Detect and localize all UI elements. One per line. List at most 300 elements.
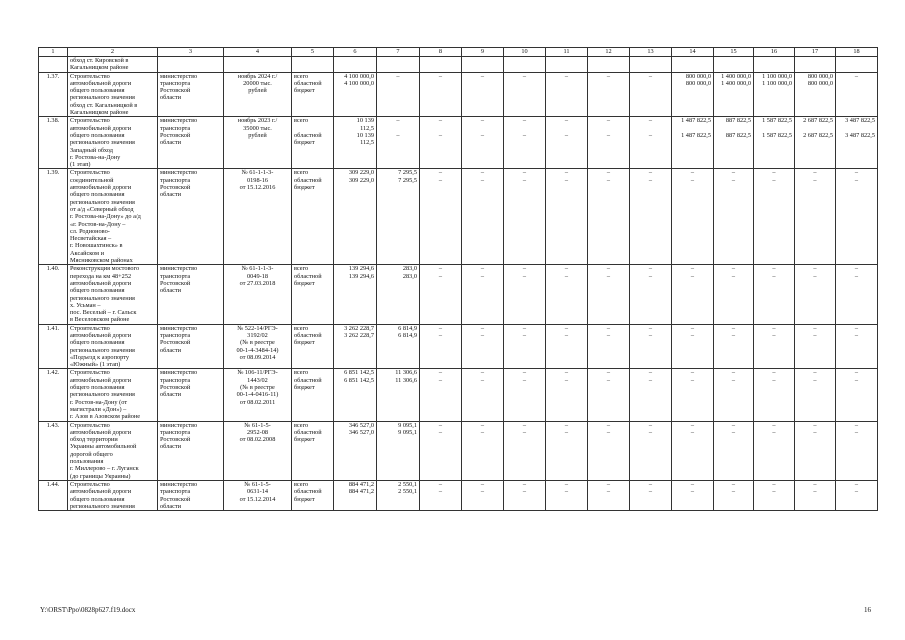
value-col-10-line: – <box>522 265 527 273</box>
value-col-16-line: – <box>772 428 776 436</box>
value-col-8 <box>420 369 462 421</box>
funding-source-line: всего <box>294 369 309 377</box>
object-name-line: магистрали «Дон») – <box>70 405 127 413</box>
column-header-17: 17 <box>795 48 836 57</box>
value-col-8-line: – <box>438 369 443 377</box>
value-col-15-line <box>716 125 751 132</box>
object-name-line: Кагальницком районе <box>70 109 129 117</box>
design-doc-info-line: 3192/02 <box>247 331 268 339</box>
value-col-17-line: – <box>813 331 817 339</box>
design-doc-info-line: от 08.02.2008 <box>239 436 276 444</box>
value-col-9 <box>462 421 504 480</box>
responsible-org-line: министерство <box>160 265 198 273</box>
value-col-13 <box>630 169 672 265</box>
value-col-16 <box>754 421 795 480</box>
row-number <box>39 57 68 73</box>
value-col-10 <box>504 369 546 421</box>
value-col-15-line: – <box>731 324 736 332</box>
value-col-7-line: – <box>396 117 400 125</box>
value-col-17-line: – <box>813 369 817 377</box>
value-col-17-line: – <box>813 488 817 496</box>
value-col-13 <box>630 117 672 169</box>
object-name-line: «Южный» (1 этап) <box>70 361 121 369</box>
value-col-7 <box>377 421 420 480</box>
value-col-12-line: – <box>606 265 611 273</box>
funding-source-line: всего <box>294 421 309 429</box>
value-col-7 <box>377 169 420 265</box>
design-doc-info-line: от 15.12.2014 <box>239 495 276 503</box>
value-col-9-line: – <box>480 176 485 184</box>
value-col-12-line: – <box>606 480 611 488</box>
column-header-1: 1 <box>39 48 68 57</box>
value-col-14-line: – <box>690 369 695 377</box>
object-name-line: автомобильной дороги <box>70 428 132 436</box>
value-col-9 <box>462 72 504 117</box>
value-col-13-line: – <box>648 265 653 273</box>
design-doc-info-line: 20000 тыс. <box>243 79 272 87</box>
value-col-13 <box>630 265 672 324</box>
value-col-8 <box>420 57 462 73</box>
value-col-11-line: – <box>564 272 569 280</box>
value-col-18-line: – <box>854 176 859 184</box>
value-col-14-line: – <box>690 331 695 339</box>
object-name-line: общего пользования <box>70 131 125 139</box>
design-doc-info <box>224 265 292 324</box>
value-col-14 <box>672 265 714 324</box>
column-header-6: 6 <box>334 48 377 57</box>
object-name-line: общего пользования <box>70 191 125 199</box>
object-name-line: г. Ростова-на-Дону <box>70 153 121 161</box>
value-col-10-line: – <box>522 272 527 280</box>
value-col-17 <box>795 324 836 369</box>
value-col-8 <box>420 72 462 117</box>
value-col-7-line: – <box>396 131 400 139</box>
value-col-9-line: – <box>480 331 485 339</box>
value-col-12-line: – <box>606 488 611 496</box>
object-name-line: г. Миллерово – г. Луганск <box>70 465 139 473</box>
funding-source <box>292 421 334 480</box>
value-col-14 <box>672 324 714 369</box>
value-col-16-line: – <box>772 324 776 332</box>
value-col-6-line: 3 262 228,7 <box>344 331 374 339</box>
value-col-16-line: – <box>772 488 776 496</box>
object-name-line: «Подъезд к аэропорту <box>70 353 129 361</box>
object-name-line: Строительство <box>70 480 110 488</box>
design-doc-info-line: ноябрь 2024 г./ <box>237 72 278 80</box>
column-header-11: 11 <box>546 48 588 57</box>
value-col-10-line: – <box>522 117 527 125</box>
value-col-9 <box>462 117 504 169</box>
object-name-line: Несветайская – <box>70 235 112 243</box>
responsible-org <box>158 72 224 117</box>
footer-file-path: Y:\ORST\Ppo\0828p627.f19.docx <box>40 606 136 614</box>
value-col-10 <box>504 324 546 369</box>
object-name <box>68 57 158 73</box>
design-doc-info <box>224 169 292 265</box>
value-col-15-line: 1 400 000,0 <box>721 72 751 80</box>
value-col-6-line: 10 139 <box>356 117 374 125</box>
value-col-7-line: 6 814,9 <box>398 331 417 339</box>
value-col-13 <box>630 72 672 117</box>
value-col-15-line: 887 822,5 <box>725 131 751 139</box>
responsible-org-line: транспорта <box>160 428 191 436</box>
value-col-16-line: – <box>772 480 776 488</box>
value-col-11 <box>546 57 588 73</box>
responsible-org-line: области <box>160 346 182 354</box>
value-col-14-line: – <box>690 169 695 177</box>
object-name-line: Аксайском и <box>70 249 104 257</box>
value-col-11 <box>546 369 588 421</box>
row-number: 1.44. <box>39 480 68 510</box>
value-col-6-line: 4 100 000,0 <box>344 72 374 80</box>
value-col-16-line: 1 100 000,0 <box>762 72 792 80</box>
value-col-14-line: – <box>690 265 695 273</box>
value-col-18 <box>836 369 878 421</box>
value-col-7 <box>377 57 420 73</box>
value-col-8-line: – <box>438 376 443 384</box>
value-col-16 <box>754 480 795 510</box>
object-name-line: регионального значения <box>70 294 135 302</box>
value-col-18-line: – <box>854 331 859 339</box>
column-header-15: 15 <box>714 48 754 57</box>
column-header-4: 4 <box>224 48 292 57</box>
design-doc-info <box>224 421 292 480</box>
value-col-17-line: 2 687 822,5 <box>803 117 833 125</box>
value-col-12 <box>588 169 630 265</box>
column-header-14: 14 <box>672 48 714 57</box>
responsible-org-line: министерство <box>160 117 198 125</box>
responsible-org-line: министерство <box>160 480 198 488</box>
funding-source-line <box>294 125 331 132</box>
design-doc-info-line: 35000 тыс. <box>243 124 272 132</box>
value-col-14-line: – <box>690 176 695 184</box>
funding-source <box>292 57 334 73</box>
design-doc-info-line: рублей <box>248 87 267 95</box>
value-col-13-line: – <box>648 428 653 436</box>
value-col-13-line <box>632 125 669 132</box>
value-col-12-line: – <box>606 324 611 332</box>
funding-source <box>292 169 334 265</box>
value-col-12-line: – <box>606 131 611 139</box>
object-name-line: Строительство <box>70 169 110 177</box>
funding-source-line: бюджет <box>294 339 315 347</box>
table-row <box>39 169 878 265</box>
value-col-6 <box>334 72 377 117</box>
object-name-line: Реконструкция мостового <box>70 265 140 273</box>
value-col-11 <box>546 265 588 324</box>
responsible-org <box>158 117 224 169</box>
value-col-6 <box>334 265 377 324</box>
object-name <box>68 480 158 510</box>
responsible-org <box>158 421 224 480</box>
value-col-8-line: – <box>438 169 443 177</box>
responsible-org <box>158 480 224 510</box>
funding-source <box>292 324 334 369</box>
value-col-8-line: – <box>438 117 443 125</box>
funding-source-line: бюджет <box>294 436 315 444</box>
responsible-org-line: Ростовской <box>160 279 191 287</box>
value-col-14 <box>672 117 714 169</box>
column-header-5: 5 <box>292 48 334 57</box>
value-col-10-line: – <box>522 176 527 184</box>
value-col-11-line: – <box>564 428 569 436</box>
value-col-15-line: – <box>731 331 736 339</box>
row-number: 1.38. <box>39 117 68 169</box>
value-col-6 <box>334 421 377 480</box>
value-col-17 <box>795 169 836 265</box>
value-col-13-line: – <box>648 331 653 339</box>
object-name-line: обход ст. Кагальницкой в <box>70 101 138 109</box>
value-col-15 <box>714 72 754 117</box>
value-col-13-line: – <box>648 369 653 377</box>
object-name-line: регионального значения <box>70 139 135 147</box>
funding-source-line: всего <box>294 117 309 125</box>
value-col-10-line: – <box>522 331 527 339</box>
object-name-line: обход территории <box>70 436 118 444</box>
value-col-9-line: – <box>480 480 485 488</box>
value-col-6-line: 6 851 142,5 <box>344 369 374 377</box>
value-col-10-line: – <box>522 428 527 436</box>
value-col-18 <box>836 72 878 117</box>
value-col-13-line: – <box>648 272 653 280</box>
row-number: 1.42. <box>39 369 68 421</box>
design-doc-info-line: (№ в реестре <box>240 339 275 347</box>
value-col-13-line: – <box>648 488 653 496</box>
value-col-17-line: – <box>813 324 817 332</box>
value-col-14-line: – <box>690 428 695 436</box>
value-col-6 <box>334 324 377 369</box>
value-col-8-line: – <box>438 272 443 280</box>
column-header-18: 18 <box>836 48 878 57</box>
value-col-8 <box>420 169 462 265</box>
design-doc-info-line: рублей <box>248 131 267 139</box>
value-col-15 <box>714 169 754 265</box>
value-col-14-line: 1 487 822,5 <box>681 131 711 139</box>
funding-source-line: всего <box>294 265 309 273</box>
value-col-17-line: – <box>813 428 817 436</box>
row-number: 1.39. <box>39 169 68 265</box>
value-col-18-line: – <box>854 488 859 496</box>
funding-source-line: бюджет <box>294 184 315 192</box>
table-row <box>39 117 878 169</box>
value-col-12-line: – <box>606 428 611 436</box>
design-doc-info <box>224 480 292 510</box>
funding-source-line: всего <box>294 169 309 177</box>
value-col-10 <box>504 72 546 117</box>
design-doc-info <box>224 72 292 117</box>
responsible-org-line: области <box>160 139 182 147</box>
value-col-7-line: 7 295,5 <box>398 176 417 184</box>
object-name-line: Строительство <box>70 324 110 332</box>
value-col-11-line: – <box>564 117 569 125</box>
responsible-org-line: транспорта <box>160 124 191 132</box>
value-col-15-line: – <box>731 428 736 436</box>
value-col-18-line: – <box>854 72 859 80</box>
value-col-13-line: – <box>648 324 653 332</box>
value-col-13 <box>630 324 672 369</box>
object-name <box>68 324 158 369</box>
responsible-org-line: области <box>160 443 182 451</box>
document-page <box>38 47 875 511</box>
funding-source-line: областной <box>294 272 322 280</box>
funding-source-line: областной <box>294 376 322 384</box>
value-col-7-line: 283,0 <box>402 265 417 273</box>
value-col-7-line <box>379 125 417 132</box>
value-col-18-line: – <box>854 169 859 177</box>
value-col-12 <box>588 265 630 324</box>
value-col-6-line: 4 100 000,0 <box>344 79 374 87</box>
object-name-line: автомобильной дороги <box>70 79 132 87</box>
footer-page-number: 16 <box>864 606 871 614</box>
value-col-12 <box>588 72 630 117</box>
responsible-org-line: министерство <box>160 421 198 429</box>
value-col-12-line: – <box>606 421 611 429</box>
value-col-11-line: – <box>564 169 569 177</box>
row-number: 1.40. <box>39 265 68 324</box>
value-col-6-line: 884 471,2 <box>348 488 374 496</box>
design-doc-info-line: 0631-14 <box>247 488 268 496</box>
value-col-11-line: – <box>564 176 569 184</box>
value-col-18 <box>836 117 878 169</box>
object-name-line: Кагальницком районе <box>70 64 129 72</box>
responsible-org-line: области <box>160 391 182 399</box>
value-col-15 <box>714 57 754 73</box>
value-col-7-line: 7 295,5 <box>398 169 417 177</box>
value-col-10 <box>504 265 546 324</box>
value-col-10-line: – <box>522 131 527 139</box>
value-col-8-line: – <box>438 428 443 436</box>
responsible-org-line: транспорта <box>160 331 191 339</box>
row-number: 1.43. <box>39 421 68 480</box>
value-col-6 <box>334 480 377 510</box>
responsible-org-line: Ростовской <box>160 436 191 444</box>
value-col-11 <box>546 421 588 480</box>
funding-source-line: бюджет <box>294 87 315 95</box>
value-col-16 <box>754 169 795 265</box>
design-doc-info-line: ноябрь 2023 г./ <box>237 117 278 125</box>
responsible-org-line: области <box>160 502 182 510</box>
value-col-11 <box>546 72 588 117</box>
value-col-17-line: 2 687 822,5 <box>803 131 833 139</box>
responsible-org-line: Ростовской <box>160 184 191 192</box>
value-col-11-line: – <box>564 369 569 377</box>
object-name-line: общего пользования <box>70 87 125 95</box>
value-col-10 <box>504 57 546 73</box>
value-col-9-line: – <box>480 72 485 80</box>
object-name-line: пос. Веселый – г. Сальск <box>70 309 137 317</box>
responsible-org-line: Ростовской <box>160 339 191 347</box>
value-col-13-line: – <box>648 131 653 139</box>
value-col-16 <box>754 265 795 324</box>
value-col-15-line: – <box>731 176 736 184</box>
responsible-org-line: транспорта <box>160 376 191 384</box>
value-col-15 <box>714 421 754 480</box>
object-name <box>68 265 158 324</box>
value-col-10 <box>504 169 546 265</box>
funding-source-line: областной <box>294 428 322 436</box>
value-col-15 <box>714 117 754 169</box>
object-name <box>68 369 158 421</box>
value-col-17-line <box>797 125 833 132</box>
table-row <box>39 480 878 510</box>
value-col-11 <box>546 169 588 265</box>
funding-source <box>292 72 334 117</box>
funding-source <box>292 369 334 421</box>
value-col-18 <box>836 265 878 324</box>
design-doc-info-line: № 106-11/РГЭ- <box>237 369 278 377</box>
responsible-org-line: Ростовской <box>160 384 191 392</box>
value-col-13-line: – <box>648 176 653 184</box>
value-col-15 <box>714 265 754 324</box>
value-col-15 <box>714 369 754 421</box>
value-col-9-line: – <box>480 265 485 273</box>
value-col-15-line: – <box>731 169 736 177</box>
value-col-6 <box>334 169 377 265</box>
value-col-15 <box>714 324 754 369</box>
column-header-12: 12 <box>588 48 630 57</box>
value-col-12 <box>588 369 630 421</box>
value-col-11 <box>546 480 588 510</box>
value-col-18-line: – <box>854 324 859 332</box>
value-col-15-line: – <box>731 488 736 496</box>
responsible-org-line: Ростовской <box>160 495 191 503</box>
value-col-18-line: 3 487 822,5 <box>845 117 875 125</box>
value-col-16 <box>754 117 795 169</box>
value-col-6-line: 139 294,6 <box>348 272 374 280</box>
value-col-12-line: – <box>606 72 611 80</box>
responsible-org-line: области <box>160 191 182 199</box>
value-col-10-line: – <box>522 72 527 80</box>
value-col-15-line: 1 400 000,0 <box>721 79 751 87</box>
value-col-17-line: – <box>813 421 817 429</box>
value-col-16-line: – <box>772 265 776 273</box>
value-col-14-line: – <box>690 480 695 488</box>
object-name-line: сл. Родионово- <box>70 227 110 235</box>
value-col-12-line: – <box>606 169 611 177</box>
value-col-18 <box>836 169 878 265</box>
value-col-9-line: – <box>480 272 485 280</box>
column-header-10: 10 <box>504 48 546 57</box>
value-col-10-line: – <box>522 421 527 429</box>
value-col-8 <box>420 480 462 510</box>
funding-source-line: всего <box>294 324 309 332</box>
design-doc-info <box>224 117 292 169</box>
design-doc-info-line: 1443/02 <box>247 376 268 384</box>
value-col-9-line: – <box>480 169 485 177</box>
value-col-6-line: 309 229,0 <box>348 169 374 177</box>
value-col-8-line: – <box>438 421 443 429</box>
object-name-line: дорогой общего <box>70 450 113 458</box>
funding-source-line: областной <box>294 79 322 87</box>
funding-source <box>292 117 334 169</box>
funding-source-line: бюджет <box>294 279 315 287</box>
value-col-11-line <box>548 125 585 132</box>
value-col-12 <box>588 421 630 480</box>
column-header-13: 13 <box>630 48 672 57</box>
value-col-7-line: 11 306,6 <box>395 369 417 377</box>
object-name-line: обход ст. Кировской в <box>70 57 129 64</box>
value-col-6-line: 139 294,6 <box>348 265 374 273</box>
value-col-9-line: – <box>480 117 485 125</box>
value-col-7 <box>377 324 420 369</box>
value-col-7 <box>377 117 420 169</box>
value-col-7-line: 11 306,6 <box>395 376 417 384</box>
object-name-line: Строительство <box>70 72 110 80</box>
value-col-18-line <box>838 125 875 132</box>
value-col-6-line: 309 229,0 <box>348 176 374 184</box>
object-name <box>68 421 158 480</box>
value-col-11-line: – <box>564 376 569 384</box>
